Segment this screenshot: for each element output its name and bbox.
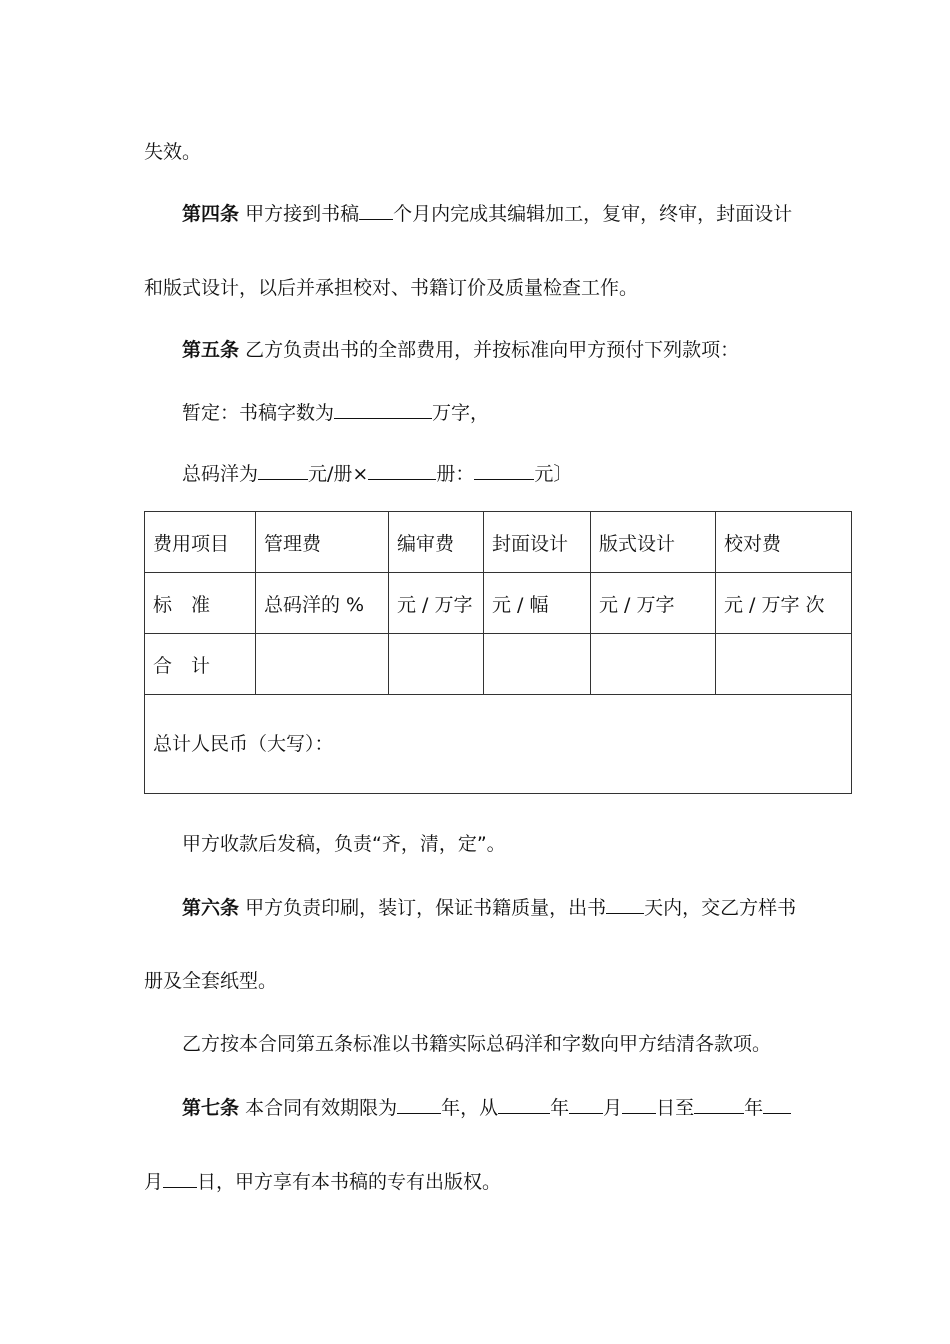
article-4-text-a: 甲方接到书稿 <box>245 203 360 225</box>
copies-unit: 册： <box>436 463 475 485</box>
months-blank <box>359 201 393 220</box>
word-count-unit: 万字， <box>432 402 490 424</box>
table-row <box>145 512 852 573</box>
article-6-text-b: 天内，交乙方样书 <box>644 897 797 919</box>
settlement-line: 乙方按本合同第五条标准以书籍实际总码洋和字数向甲方结清各款项。 <box>182 1033 772 1055</box>
term-years-blank <box>397 1095 441 1114</box>
start-month-unit: 月 <box>603 1097 623 1119</box>
days-blank <box>606 895 644 914</box>
article-4-line-1 <box>182 201 792 226</box>
start-month-blank <box>569 1095 603 1114</box>
article-6-text-a: 甲方负责印刷，装订，保证书籍质量，出书 <box>245 897 607 919</box>
article-4-label: 第四条 <box>182 203 240 225</box>
table-row <box>145 573 852 634</box>
article-5-text: 乙方负责出书的全部费用，并按标准向甲方预付下列款项： <box>245 339 740 361</box>
table-cell: 合 计 <box>145 634 256 695</box>
article-7-line-1 <box>182 1095 791 1120</box>
article-7-line-2 <box>144 1169 501 1194</box>
table-cell: 标 准 <box>145 573 256 634</box>
start-year-unit: 年 <box>550 1097 570 1119</box>
end-month-blank-partial <box>763 1095 791 1114</box>
article-7-text-end: 日，甲方享有本书稿的专有出版权。 <box>197 1171 502 1193</box>
end-day-blank <box>163 1169 197 1188</box>
table-cell: 版式设计 <box>591 512 716 573</box>
total-rmb-cell: 总计人民币（大写）： <box>145 695 852 794</box>
article-5-label: 第五条 <box>182 339 240 361</box>
table-cell <box>484 634 591 695</box>
article-4-text-b: 个月内完成其编辑加工，复审，终审，封面设计 <box>393 203 793 225</box>
table-cell: 编审费 <box>389 512 484 573</box>
total-price-line <box>182 461 572 486</box>
after-payment-line: 甲方收款后发稿，负责“齐，清，定”。 <box>182 833 506 855</box>
table-cell <box>389 634 484 695</box>
article-4-line-2: 和版式设计，以后并承担校对、书籍订价及质量检查工作。 <box>144 277 639 299</box>
table-row-total <box>145 695 852 794</box>
table-cell: 元 / 幅 <box>484 573 591 634</box>
table-cell: 校对费 <box>716 512 852 573</box>
article-7-label: 第七条 <box>182 1097 240 1119</box>
table-cell: 元 / 万字 次 <box>716 573 852 634</box>
article-5-line-1 <box>182 338 739 362</box>
tentative-label: 暂定：书稿字数为 <box>182 402 335 424</box>
article-6-label: 第六条 <box>182 897 240 919</box>
word-count-blank <box>334 400 432 419</box>
table-cell: 封面设计 <box>484 512 591 573</box>
start-day-unit: 日至 <box>656 1097 695 1119</box>
end-year-unit: 年 <box>744 1097 764 1119</box>
unit-price-blank <box>258 461 308 480</box>
table-cell <box>256 634 389 695</box>
article-6-line-2: 册及全套纸型。 <box>144 970 278 992</box>
total-price-label: 总码洋为 <box>182 463 259 485</box>
start-day-blank <box>622 1095 656 1114</box>
table-cell: 元 / 万字 <box>389 573 484 634</box>
table-cell: 元 / 万字 <box>591 573 716 634</box>
fee-table <box>144 511 852 794</box>
table-cell: 总码洋的 % <box>256 573 389 634</box>
paragraph-continuation: 失效。 <box>144 141 202 163</box>
amount-blank <box>474 461 534 480</box>
unit-price-unit: 元/册× <box>308 463 369 485</box>
start-year-blank <box>498 1095 550 1114</box>
table-cell <box>716 634 852 695</box>
copies-blank <box>368 461 436 480</box>
amount-unit: 元〕 <box>534 463 573 485</box>
end-year-blank <box>694 1095 744 1114</box>
table-cell: 管理费 <box>256 512 389 573</box>
article-7-text: 本合同有效期限为 <box>245 1097 398 1119</box>
table-cell <box>591 634 716 695</box>
table-row <box>145 634 852 695</box>
table-cell: 费用项目 <box>145 512 256 573</box>
article-6-line-1 <box>182 895 796 920</box>
term-years-unit: 年，从 <box>441 1097 499 1119</box>
tentative-word-count <box>182 400 489 425</box>
end-month-unit: 月 <box>144 1171 164 1193</box>
